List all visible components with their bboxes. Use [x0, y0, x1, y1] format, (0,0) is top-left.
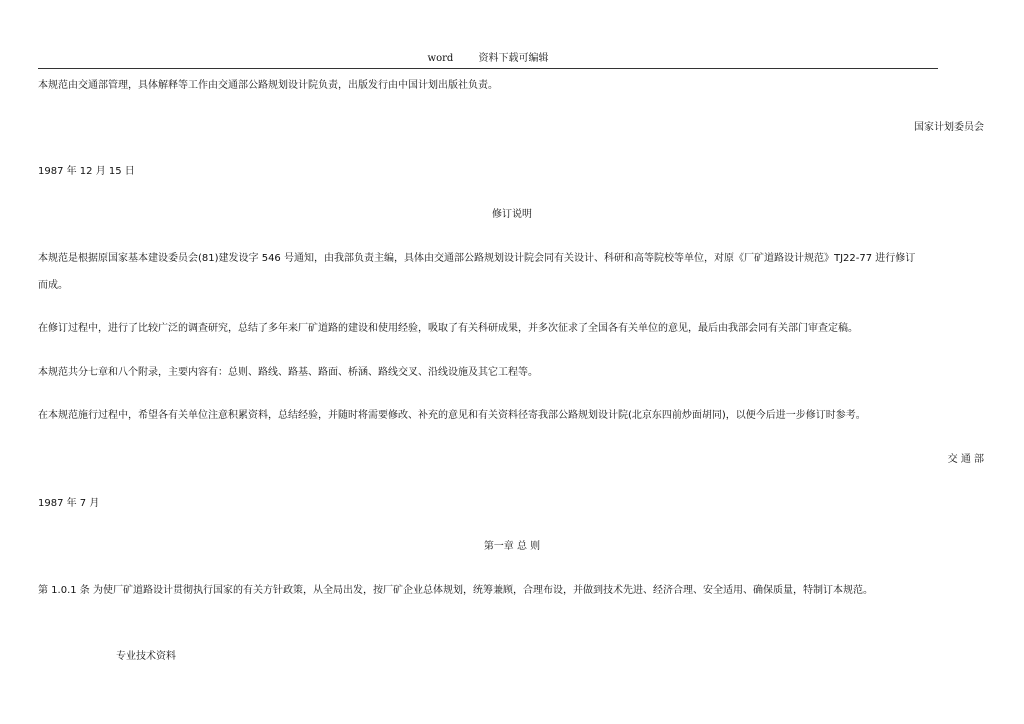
signature-planning-committee: 国家计划委员会 — [914, 122, 984, 133]
date-revision: 1987 年 7 月 — [38, 498, 100, 509]
paragraph-contents: 本规范共分七章和八个附录，主要内容有：总则、路线、路基、路面、桥涵、路线交叉、沿线设施及其它工程等。 — [38, 367, 538, 378]
signature-ministry: 交 通 部 — [947, 454, 984, 465]
page-footer: 专业技术资料 — [116, 651, 176, 662]
paragraph-management: 本规范由交通部管理，具体解释等工作由交通部公路规划设计院负责，出版发行由中国计划出版社负责。 — [38, 80, 498, 91]
paragraph-feedback: 在本规范施行过程中，希望各有关单位注意积累资料，总结经验，并随时将需要修改、补充的意见和有关资料径寄我部公路规划设计院(北京东四前炒面胡同)，以便今后进一步修订时参考。 — [38, 410, 866, 421]
paragraph-article-1-0-1: 第 1.0.1 条 为使厂矿道路设计贯彻执行国家的有关方针政策，从全局出发，按厂矿企业总体规划，统筹兼顾，合理布设，并做到技术先进、经济合理、安全适用、确保质量，特制订本规范。 — [38, 585, 873, 596]
heading-revision-notes: 修订说明 — [492, 209, 532, 220]
page-header — [38, 52, 938, 69]
header-word-label: word — [427, 53, 454, 64]
header-title: 资料下载可编辑 — [478, 53, 549, 64]
paragraph-revision-basis: 本规范是根据原国家基本建设委员会(81)建发设字 546 号通知，由我部负责主编，具体由交通部公路规划设计院会同有关设计、科研和高等院校等单位，对原《厂矿道路设计规范》TJ22-77 进行修订 — [38, 253, 916, 264]
date-issue: 1987 年 12 月 15 日 — [38, 166, 135, 177]
paragraph-revision-process: 在修订过程中，进行了比较广泛的调查研究，总结了多年来厂矿道路的建设和使用经验，吸取了有关科研成果，并多次征求了全国各有关单位的意见，最后由我部会同有关部门审查定稿。 — [38, 323, 858, 334]
heading-chapter-one: 第一章 总 则 — [483, 541, 541, 552]
paragraph-revision-basis-cont: 而成。 — [38, 280, 68, 291]
